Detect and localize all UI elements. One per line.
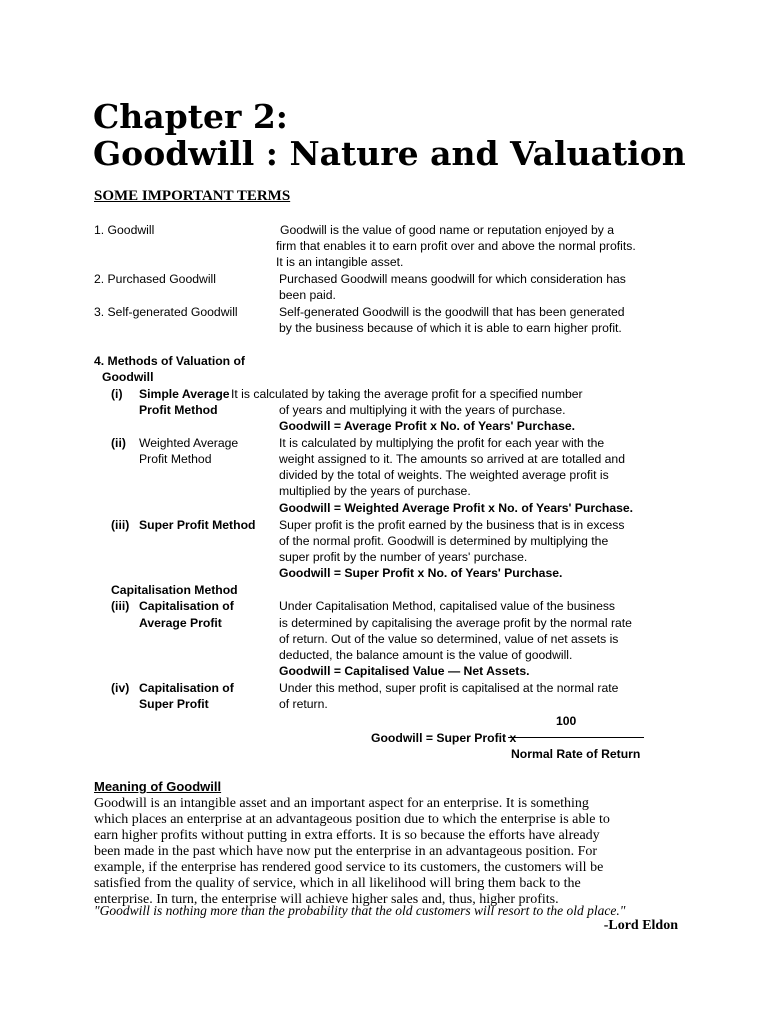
method-super-profit-def: of the normal profit. Goodwill is determined by multiplying the (279, 534, 609, 548)
quote-author: -Lord Eldon (603, 918, 678, 933)
method-cap-super-name: Capitalisation of (139, 681, 234, 695)
method-weighted-average-name: Profit Method (139, 452, 212, 466)
method-weighted-average-formula: Goodwill = Weighted Average Profit x No. of Years' Purchase. (279, 501, 634, 515)
goodwill-quote: "Goodwill is nothing more than the probability that the old customers will resort to the old place." (94, 903, 626, 918)
meaning-paragraph (94, 796, 654, 908)
meaning-line: example, if the enterprise has rendered good service to its customers, the customers will be (94, 860, 604, 875)
capitalisation-heading: Capitalisation Method (111, 583, 238, 597)
method-weighted-average-def: multiplied by the years of purchase. (279, 484, 471, 498)
term-purchased-def: Purchased Goodwill means goodwill for which consideration has (279, 272, 626, 286)
method-super-profit-def: super profit by the number of years' purchase. (279, 550, 528, 564)
method-cap-average-def: deducted, the balance amount is the value of goodwill. (279, 648, 573, 662)
term-self-generated-goodwill: 3. Self-generated Goodwill (94, 305, 238, 319)
method-cap-super-def: Under this method, super profit is capitalised at the normal rate (279, 681, 619, 695)
method-super-profit-formula: Goodwill = Super Profit x No. of Years' Purchase. (279, 566, 563, 580)
meaning-line: Goodwill is an intangible asset and an important aspect for an enterprise. It is something (94, 796, 589, 811)
method-super-profit-def: Super profit is the profit earned by the business that is in excess (279, 518, 625, 532)
method-simple-average-formula: Goodwill = Average Profit x No. of Years' Purchase. (279, 419, 576, 433)
method-simple-average-def: It is calculated by taking the average profit for a specified number (231, 387, 583, 401)
formula-numerator: 100 (556, 714, 577, 728)
term-self-def: Self-generated Goodwill is the goodwill that has been generated (279, 305, 625, 319)
method-weighted-average-name: Weighted Average (139, 436, 239, 450)
chapter-title-line1: Chapter 2: (93, 97, 288, 136)
meaning-line: earn higher profits without putting in extra efforts. It is so because the efforts have already (94, 828, 600, 843)
meaning-line: enterprise. In turn, the enterprise will achieve higher sales and, thus, higher profits. (94, 892, 559, 907)
method-cap-average-formula: Goodwill = Capitalised Value — Net Assets. (279, 664, 530, 678)
method-number: (iii) (111, 599, 130, 613)
method-super-profit-name: Super Profit Method (139, 518, 256, 532)
method-simple-average-name: Simple Average (139, 387, 230, 401)
terms-heading: SOME IMPORTANT TERMS (94, 188, 291, 204)
meaning-line: satisfied from the quality of service, which in all likelihood will bring them back to the (94, 876, 581, 891)
method-cap-average-def: is determined by capitalising the average profit by the normal rate (279, 616, 632, 630)
formula-lhs: Goodwill = Super Profit x (371, 731, 517, 745)
method-cap-average-def: Under Capitalisation Method, capitalised value of the business (279, 599, 616, 613)
method-cap-average-def: of return. Out of the value so determined, value of net assets is (279, 632, 619, 646)
term-goodwill: 1. Goodwill (94, 223, 155, 237)
term-purchased-goodwill: 2. Purchased Goodwill (94, 272, 216, 286)
method-weighted-average-def: weight assigned to it. The amounts so arrived at are totalled and (279, 452, 625, 466)
formula-denominator: Normal Rate of Return (511, 747, 641, 761)
meaning-line: which places an enterprise at an advantageous position due to which the enterprise is able to (94, 812, 610, 827)
method-number: (iii) (111, 518, 130, 532)
term-goodwill-def: firm that enables it to earn profit over and above the normal profits. (276, 239, 636, 253)
formula-fraction-line (508, 737, 644, 738)
method-weighted-average-def: divided by the total of weights. The weighted average profit is (279, 468, 609, 482)
term-goodwill-def: Goodwill is the value of good name or reputation enjoyed by a (280, 223, 615, 237)
term-goodwill-def: It is an intangible asset. (276, 255, 404, 269)
method-cap-super-name: Super Profit (139, 697, 209, 711)
term-self-def: by the business because of which it is able to earn higher profit. (279, 321, 622, 335)
method-number: (ii) (111, 436, 126, 450)
method-number: (iv) (111, 681, 130, 695)
methods-heading: Goodwill (102, 370, 154, 384)
chapter-title-line2: Goodwill : Nature and Valuation (93, 134, 686, 173)
meaning-heading: Meaning of Goodwill (94, 779, 222, 794)
method-cap-average-name: Average Profit (139, 616, 222, 630)
method-weighted-average-def: It is calculated by multiplying the profit for each year with the (279, 436, 605, 450)
term-purchased-def: been paid. (279, 288, 336, 302)
method-cap-average-name: Capitalisation of (139, 599, 234, 613)
methods-heading: 4. Methods of Valuation of (94, 354, 245, 368)
meaning-line: been made in the past which have now put the enterprise in an advantageous position. For (94, 844, 598, 859)
method-simple-average-def: of years and multiplying it with the years of purchase. (279, 403, 566, 417)
method-cap-super-def: of return. (279, 697, 328, 711)
method-number: (i) (111, 387, 123, 401)
method-simple-average-name: Profit Method (139, 403, 218, 417)
